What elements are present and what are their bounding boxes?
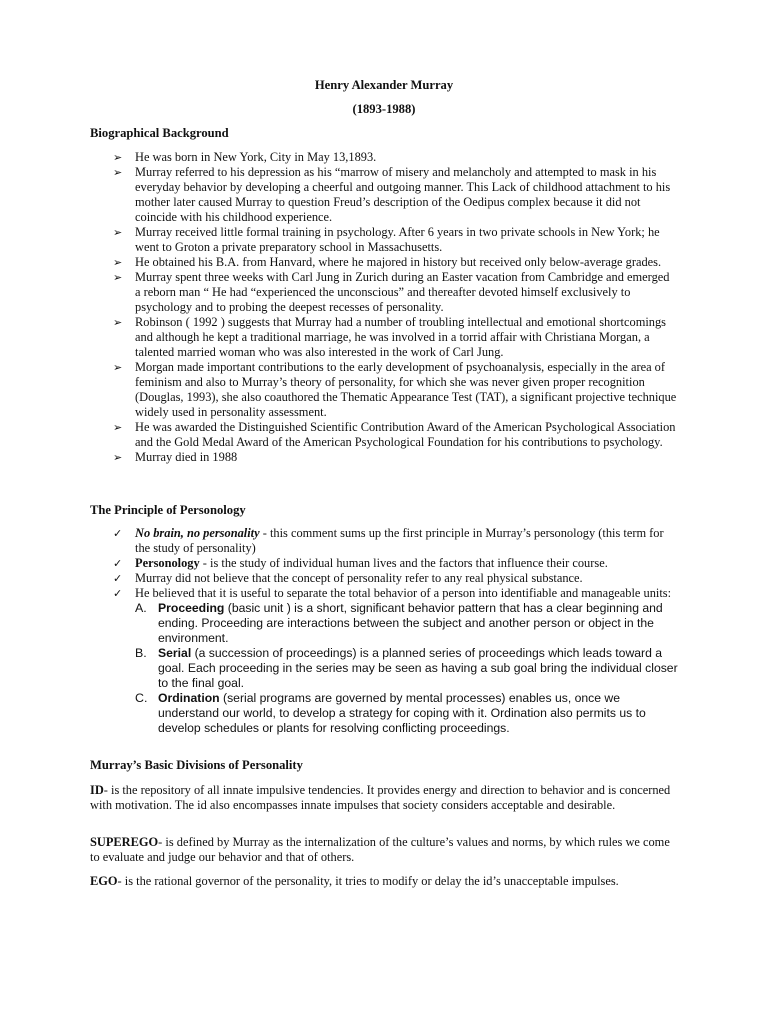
bio-item: [0, 420, 768, 450]
bio-item: [0, 270, 768, 315]
superego-term: SUPEREGO: [90, 835, 159, 849]
arrow-bullet-icon: ➢: [113, 271, 123, 284]
bio-item-text: Murray spent three weeks with Carl Jung in Zurich during an Easter vacation from Cambridge and emerged a reborn man “ He had “experienced the unconscious” and thereafter devoted himself exclusively to psychology and to probing the deepest recesses of personality.: [135, 270, 670, 314]
principle-list: [0, 526, 768, 736]
principle-text: Murray did not believe that the concept of personality refer to any real physical substance.: [135, 571, 583, 585]
bio-item-text: He obtained his B.A. from Hanvard, where he majored in history but received only below-average grades.: [135, 255, 662, 269]
arrow-bullet-icon: ➢: [113, 361, 123, 374]
arrow-bullet-icon: ➢: [113, 151, 123, 164]
check-bullet-icon: ✓: [113, 572, 123, 585]
arrow-bullet-icon: ➢: [113, 256, 123, 269]
arrow-bullet-icon: ➢: [113, 226, 123, 239]
arrow-bullet-icon: ➢: [113, 316, 123, 329]
superego-text: - is defined by Murray as the internalization of the culture’s values and norms, by which rules we come to evaluate and judge our behavior and that of others.: [90, 835, 670, 864]
principle-text: - is the study of individual human lives and the factors that influence their course.: [199, 556, 608, 570]
id-paragraph: [90, 783, 680, 813]
arrow-bullet-icon: ➢: [113, 421, 123, 434]
document-title: Henry Alexander Murray: [314, 78, 454, 92]
bio-item-text: Murray received little formal training in psychology. After 6 years in two private schools in New York; he went to Groton a private preparatory school in Massachusetts.: [135, 225, 660, 254]
principle-heading: The Principle of Personology: [90, 503, 246, 517]
bio-item: [0, 315, 768, 360]
check-bullet-icon: ✓: [113, 587, 123, 600]
arrow-bullet-icon: ➢: [113, 451, 123, 464]
bio-item: [0, 255, 768, 270]
unit-item-serial: [0, 646, 768, 691]
bio-heading: Biographical Background: [90, 126, 229, 140]
unit-item-proceeding: [0, 601, 768, 646]
unit-text: (a succession of proceedings) is a planned series of proceedings which leads toward a goal. Each proceeding in the series may be seen as having a sub goal bring the individual closer to the final goal.: [158, 646, 678, 690]
bio-item-text: He was born in New York, City in May 13,1893.: [135, 150, 377, 164]
principle-lead: Personology: [135, 556, 200, 570]
bio-item: [0, 150, 768, 165]
unit-letter: C.: [135, 691, 148, 705]
unit-term: Proceeding: [158, 601, 225, 615]
unit-text: (basic unit ) is a short, significant behavior pattern that has a clear beginning and ending. Proceeding are interactions between the subject and another person or object in the environment.: [158, 601, 663, 645]
bio-list: [0, 150, 768, 465]
principle-item: [0, 556, 768, 571]
unit-letter: B.: [135, 646, 147, 660]
id-term: ID: [90, 783, 104, 797]
divisions-heading: Murray’s Basic Divisions of Personality: [90, 758, 303, 772]
unit-term: Serial: [158, 646, 192, 660]
id-text: - is the repository of all innate impulsive tendencies. It provides energy and direction to behavior and is concerned with motivation. The id also encompasses innate impulses that society considers acceptable and desirable.: [90, 783, 671, 812]
principle-text: He believed that it is useful to separate the total behavior of a person into identifiable and manageable units:: [135, 586, 672, 600]
principle-item: [0, 571, 768, 586]
check-bullet-icon: ✓: [113, 527, 123, 540]
principle-item: [0, 526, 768, 556]
ego-term: EGO: [90, 874, 118, 888]
principle-lead: No brain, no personality: [135, 526, 260, 540]
unit-term: Ordination: [158, 691, 220, 705]
document-years: (1893-1988): [352, 102, 416, 116]
bio-item-text: Murray died in 1988: [135, 450, 238, 464]
bio-item: [0, 450, 768, 465]
bio-item: [0, 165, 768, 225]
bio-item-text: Murray referred to his depression as his “marrow of misery and melancholy and attempted to mask in his everyday behavior by developing a cheerful and outgoing manner. This Lack of childhood attachment to his mother later caused Murray to question Freud’s description of the Oedipus complex because it did not coincide with his childhood experience.: [135, 165, 671, 224]
bio-item: [0, 225, 768, 255]
unit-item-ordination: [0, 691, 768, 736]
bio-item: [0, 360, 768, 420]
principle-item: [0, 586, 768, 601]
arrow-bullet-icon: ➢: [113, 166, 123, 179]
ego-text: - is the rational governor of the personality, it tries to modify or delay the id’s unacceptable impulses.: [117, 874, 619, 888]
bio-item-text: He was awarded the Distinguished Scientific Contribution Award of the American Psychological Association and the Gold Medal Award of the American Psychological Foundation for his contributions to psychology.: [135, 420, 676, 449]
bio-item-text: Morgan made important contributions to the early development of psychoanalysis, especially in the area of feminism and also to Murray’s theory of personality, for which she was never given proper recognition (Douglas, 1993), she also coauthored the Thematic Appearance Test (TAT), a significant projective technique widely used in personality assessment.: [135, 360, 677, 419]
check-bullet-icon: ✓: [113, 557, 123, 570]
principle-text: - this comment sums up the first principle in Murray’s personology (this term for the study of personality): [135, 526, 664, 555]
bio-item-text: Robinson ( 1992 ) suggests that Murray had a number of troubling intellectual and emotional shortcomings and although he kept a traditional marriage, he was involved in a torrid affair with Christiana Morgan, a talented married woman who was also interested in the work of Carl Jung.: [135, 315, 666, 359]
unit-letter: A.: [135, 601, 147, 615]
unit-text: (serial programs are governed by mental processes) enables us, once we understand our world, to develop a strategy for coping with it. Ordination also permits us to develop schedules or plants for resolving conflicting proceedings.: [158, 691, 646, 735]
superego-paragraph: [90, 835, 680, 865]
ego-paragraph: [90, 874, 680, 889]
